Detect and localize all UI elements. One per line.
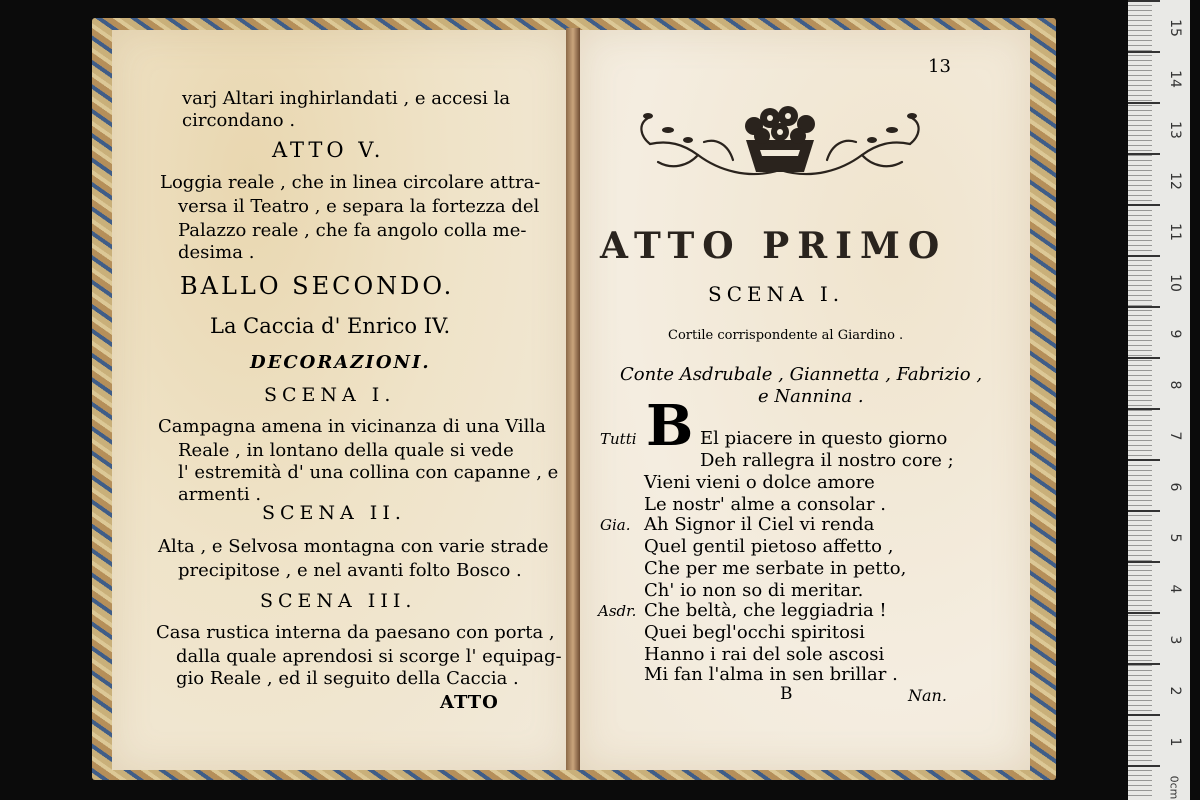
scena3-line-3: gio Reale , ed il seguito della Caccia .: [176, 668, 519, 689]
book-gutter: [566, 28, 580, 770]
verse-line: Deh rallegra il nostro core ;: [700, 450, 954, 471]
ruler-number: 9: [1167, 329, 1183, 339]
catchword-left: ATTO: [440, 692, 499, 713]
verse-line: Hanno i rai del sole ascosi: [644, 644, 885, 665]
scena2-line-1: Alta , e Selvosa montagna con varie strade: [158, 536, 549, 557]
verse-line: Quei begl'occhi spiritosi: [644, 622, 865, 643]
verse-line: Che beltà, che leggiadria !: [644, 600, 887, 621]
continuation-line-1: varj Altari inghirlandati , e accesi la: [182, 88, 511, 109]
loggia-line-1: Loggia reale , che in linea circolare attra-: [160, 172, 541, 193]
ruler-number: 11: [1167, 223, 1183, 241]
drop-cap: B: [646, 393, 694, 459]
ruler-major-ticks: [1128, 0, 1160, 800]
signature-mark: B: [780, 684, 793, 704]
ruler-number: 10: [1167, 274, 1183, 292]
ruler-number: 12: [1167, 172, 1183, 190]
characters-line-1: Conte Asdrubale , Giannetta , Fabrizio ,: [620, 364, 983, 385]
ruler-number: 5: [1167, 533, 1183, 543]
ruler-number: 4: [1167, 584, 1183, 594]
scena1-line-4: armenti .: [178, 484, 262, 505]
continuation-line-2: circondano .: [182, 110, 296, 131]
scena-iii-heading: SCENA III.: [260, 590, 417, 612]
scena1-line-2: Reale , in lontano della quale si vede: [178, 440, 514, 461]
verse-line: Vieni vieni o dolce amore: [644, 472, 875, 493]
scena2-line-2: precipitose , e nel avanti folto Bosco .: [178, 560, 522, 581]
scena3-line-1: Casa rustica interna da paesano con porta ,: [156, 622, 555, 643]
verse-line: Le nostr' alme a consolar .: [644, 494, 887, 515]
ruler-number: 15: [1167, 19, 1183, 37]
characters-line-2: e Nannina .: [758, 386, 864, 407]
ruler-number: 14: [1167, 70, 1183, 88]
verse-line: Mi fan l'alma in sen brillar .: [644, 664, 898, 685]
caccia-heading: La Caccia d' Enrico IV.: [210, 314, 451, 338]
page-number: 13: [928, 56, 951, 77]
verse-line: Quel gentil pietoso affetto ,: [644, 536, 894, 557]
loggia-line-3: Palazzo reale , che fa angolo colla me-: [178, 220, 527, 241]
ruler-number: 3: [1167, 635, 1183, 645]
loggia-line-4: desima .: [178, 242, 255, 263]
verse-line: El piacere in questo giorno: [700, 428, 948, 449]
scena3-line-2: dalla quale aprendosi si scorge l' equipag-: [176, 646, 562, 667]
verse-line: Ch' io non so di meritar.: [644, 580, 864, 601]
ruler-number: 7: [1167, 431, 1183, 441]
atto-primo-title: ATTO PRIMO: [600, 225, 948, 267]
ruler-number: 1: [1167, 737, 1183, 747]
ruler-number: 13: [1167, 121, 1183, 139]
decorazioni-heading: DECORAZIONI.: [250, 352, 431, 373]
verse-line: Che per me serbate in petto,: [644, 558, 907, 579]
scena-i-heading-left: SCENA I.: [264, 384, 396, 406]
floral-ornament-icon: [628, 100, 932, 190]
ruler-unit-label: 0cm: [1167, 775, 1181, 800]
atto-v-heading: ATTO V.: [272, 138, 385, 162]
ruler-number: 8: [1167, 380, 1183, 390]
speaker-tutti: Tutti: [600, 430, 637, 448]
ruler-number: 6: [1167, 482, 1183, 492]
scena1-line-3: l' estremità d' una collina con capanne , e: [178, 462, 559, 483]
speaker-gia: Gia.: [600, 516, 631, 534]
setting-line: Cortile corrispondente al Giardino .: [668, 328, 904, 343]
scena-i-heading-right: SCENA I.: [708, 282, 845, 306]
scena1-line-1: Campagna amena in vicinanza di una Villa: [158, 416, 546, 437]
verse-line: Ah Signor il Ciel vi renda: [644, 514, 875, 535]
ruler-number: 2: [1167, 686, 1183, 696]
scena-ii-heading: SCENA II.: [262, 502, 406, 524]
catchword-right: Nan.: [908, 686, 947, 705]
loggia-line-2: versa il Teatro , e separa la fortezza del: [178, 196, 540, 217]
ballo-secondo-heading: BALLO SECONDO.: [180, 272, 455, 300]
measuring-ruler: [1128, 0, 1190, 800]
speaker-asdr: Asdr.: [598, 602, 637, 620]
